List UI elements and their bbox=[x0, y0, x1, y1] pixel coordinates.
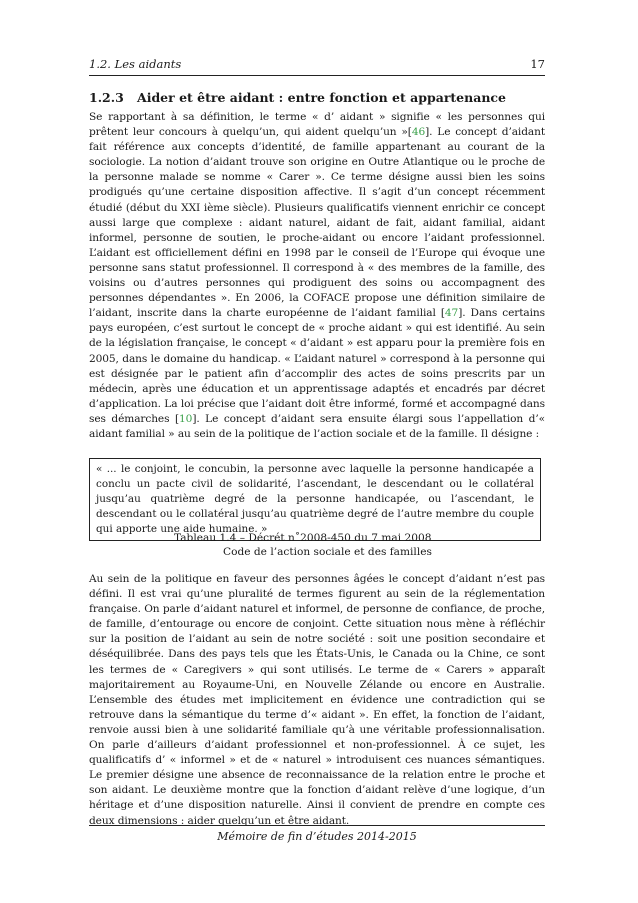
paragraph-text: Se rapportant à sa définition, le terme « d’ aidant » signifie « les personnes qui prêtent leur concours à quelqu’un, qui aident quelqu’un »[ bbox=[89, 111, 545, 139]
paragraph-text: ]. Dans certains pays européen, c’est surtout le concept de « proche aidant » qui est identifié. Au sein de la législation française, le concept « d’aidant » est apparu pour la première fois en 2005, dans le domaine du handicap. « L’aidant naturel » correspond à la personne qui est désignée par le patient afin d’accomplir des actes de soins prescrits par un médecin, après une éducation et un apprentissage adaptés et encadrés par décret d’application. La loi précise que l’aidant doit être informé, formé et accompagné dans ses démarches [ bbox=[89, 307, 545, 425]
caption-line-2: Code de l’action sociale et des familles bbox=[223, 546, 432, 558]
legal-quote-text: « ... le conjoint, le concubin, la personne avec laquelle la personne handicapée a conclu un pacte civil de solidarité, l’ascendant, le descendant ou le collatéral jusqu’au quatrième degré de la personne handicapée, ou l’ascendant, le descendant ou le collatéral jusqu’au quatrième degré de l’autre membre du couple qui apporte une aide humaine. » bbox=[96, 463, 534, 535]
header-rule bbox=[89, 75, 545, 76]
page-number: 17 bbox=[530, 57, 545, 71]
footer-rule bbox=[89, 825, 545, 826]
citation-link[interactable]: 46 bbox=[411, 126, 426, 139]
paragraph-text: ]. Le concept d’aidant sera ensuite élargi sous l’appellation d’« aidant familial » au sein de la politique de l’action sociale et de la famille. Il désigne : bbox=[89, 412, 546, 440]
section-number: 1.2.3 bbox=[89, 90, 124, 105]
page-footer: Mémoire de fin d’études 2014-2015 bbox=[217, 830, 417, 843]
section-title: Aider et être aidant : entre fonction et appartenance bbox=[137, 90, 506, 105]
paragraph-elderly-policy: Au sein de la politique en faveur des personnes âgées le concept d’aidant n’est pas défini. Il est vrai qu’une pluralité de termes figurent au sein de la réglementation française. On parle d’aidant naturel et informel, de personne de confiance, de proche, de famille, d’entourage ou encore de conjoint. Cette situation nous mène à réfléchir sur la position de l’aidant au sein de notre société : soit une position secondaire et déséquilibrée. Dans des pays tels que les États-Unis, le Canada ou la Chine, ce sont les termes de « Caregivers » qui sont utilisés. Le terme de « Carers » apparaît majoritairement au Royaume-Uni, en Nouvelle Zélande ou encore en Australie. L’ensemble des études met implicitement en évidence une contradiction qui se retrouve dans la sémantique du terme d’« aidant ». En effet, la fonction de l’aidant, renvoie aussi bien à une solidarité familiale qu’à une véritable professionnalisation. On parle d’ailleurs d’aidant professionnel et non-professionnel. À ce sujet, les qualificatifs d’ « informel » et de « naturel » introduisent ces nuances sémantiques. Le premier désigne une absence de reconnaissance de la relation entre le proche et son aidant. Le deuxième montre que la fonction d’aidant relève d’une logique, d’un héritage et d’une disposition naturelle. Ainsi il convient de prendre en compte ces deux dimensions : aider quelqu’un et être aidant. bbox=[89, 573, 545, 827]
running-header-title: 1.2. Les aidants bbox=[89, 57, 182, 71]
running-header bbox=[89, 57, 545, 73]
citation-link[interactable]: 10 bbox=[179, 412, 193, 425]
section-heading bbox=[89, 90, 545, 105]
paragraph-definition bbox=[89, 110, 545, 442]
citation-link[interactable]: 47 bbox=[444, 307, 459, 320]
caption-line-1: Tableau 1.4 – Décrét n˚2008-450 du 7 mai 2008 bbox=[174, 532, 432, 544]
legal-quote-box bbox=[89, 458, 541, 541]
paragraph-text: ]. Le concept d’aidant fait référence aux concepts d’identité, de famille appartenant au courant de la sociologie. La notion d’aidant trouve son origine en Outre Atlantique ou le proche de la personne malade se nomme « Carer ». Ce terme désigne aussi bien les soins prodigués qu’une certaine disposition affective. Il s’agit d’un concept récemment étudié (début du XXI ième siècle). Plusieurs qualificatifs viennent enrichir ce concept aussi large que complexe : aidant naturel, aidant de fait, aidant familial, aidant informel, personne de soutien, le proche-aidant ou encore l’aidant professionnel. L’aidant est officiellement défini en 1998 par le conseil de l’Europe qui évoque une personne sans statut professionnel. Il correspond à « des membres de la famille, des voisins ou d’autres personnes qui prodiguent des soins ou accompagnent des personnes dépendantes ». En 2006, la COFACE propose une définition similaire de l’aidant, inscrite dans la charte européenne de l’aidant familial [ bbox=[89, 126, 545, 320]
